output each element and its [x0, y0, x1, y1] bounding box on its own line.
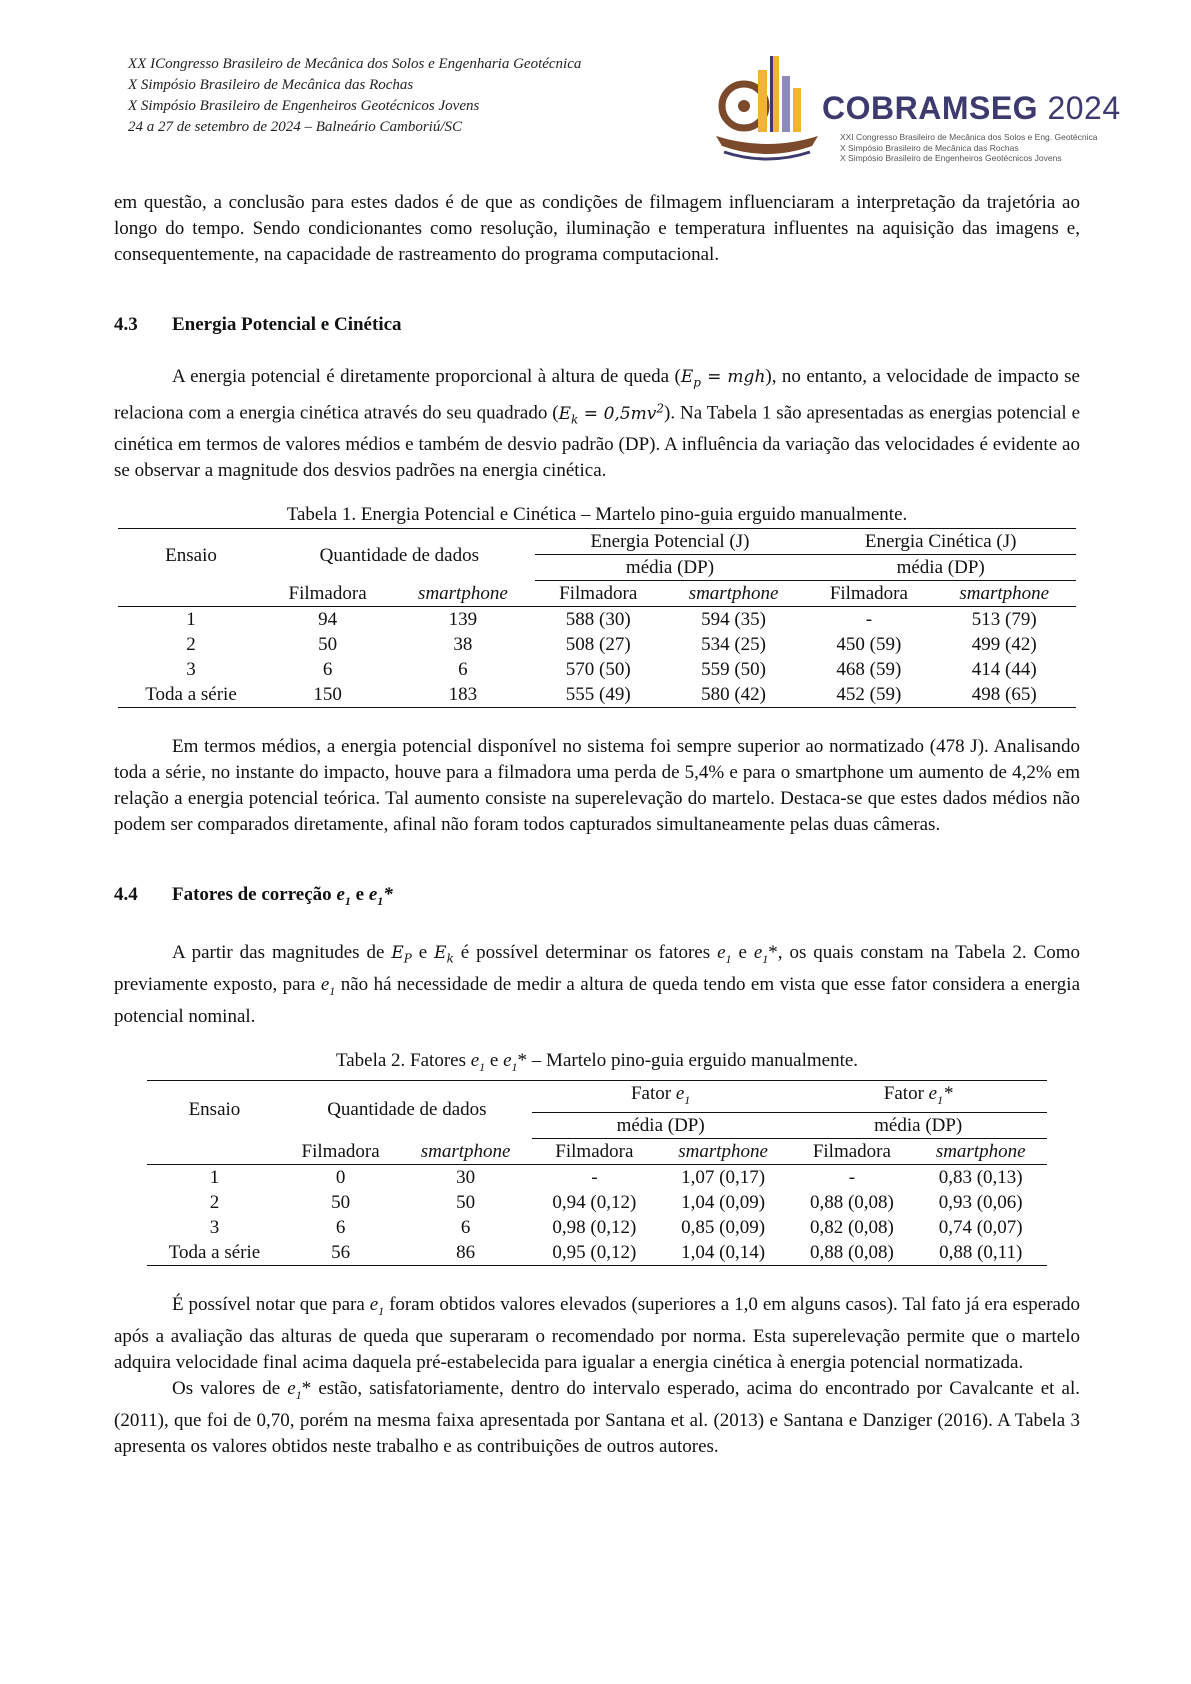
- cell: 6: [322, 659, 333, 681]
- th-qtd: Quantidade de dados: [319, 544, 480, 566]
- cell: 452 (59): [836, 684, 902, 706]
- text-run: estão, satisfatoriamente, dentro do intervalo esperado, acima do encontrado por Cavalcante et al. (2011), que foi de 0,70, porém na mesma faixa apresentada por Santana et al. (2013) e Santana e Danziger (2016). A Tabela 3 apresenta os valores obtidos neste trabalho e as contribuições de outros autores.: [114, 1378, 1080, 1458]
- paragraph: Os valores de $e_1*$ estão, satisfatoriamente, dentro do intervalo esperado, acima do encontrado por Cavalcante et al. (2011), que foi de 0,70, porém na mesma faixa apresentada por Santana et al. (2013) e Santana e Danziger (2016). A Tabela 3 apresenta os valores obtidos neste trabalho e as contribuições de outros autores.: [114, 1378, 1080, 1458]
- cell: 534 (25): [701, 634, 766, 656]
- table-row: [118, 682, 1076, 708]
- cell: 1: [186, 609, 196, 631]
- cell: 414 (44): [971, 659, 1037, 681]
- cell: 94: [318, 609, 338, 631]
- th-smartphone: smartphone: [935, 1141, 1026, 1163]
- logo-year: 2024: [1047, 90, 1121, 126]
- th-filmadora: Filmadora: [812, 1141, 891, 1163]
- cell: 50: [456, 1192, 476, 1214]
- th-qtd: Quantidade de dados: [327, 1099, 487, 1121]
- section-number: 4.3: [114, 314, 138, 335]
- cell: 0,88 (0,08): [809, 1242, 894, 1264]
- th-ek: Energia Cinética (J): [805, 529, 1076, 555]
- th-smartphone: smartphone: [678, 1141, 768, 1163]
- paragraph: É possível notar que para $e_1$ foram obtidos valores elevados (superiores a 1,0 em alguns casos). Tal fato já era esperado após a avaliação das alturas de queda que superaram o recomendado por norma. Esta superelevação permite que o martelo adquira velocidade final acima daquela pré-estabelecida para igualar a energia cinética à energia potencial normatizada.: [114, 1294, 1080, 1374]
- th-media: média (DP): [789, 1113, 1047, 1139]
- cobramseg-logo: [712, 48, 1132, 166]
- table-row: [147, 1240, 1047, 1266]
- cell: 3: [186, 659, 196, 681]
- equation-ep: $E_p$ = mgh: [680, 367, 766, 390]
- logo-name: [822, 90, 1121, 127]
- cell: 1,07 (0,17): [681, 1167, 766, 1189]
- cell: 0,83 (0,13): [938, 1167, 1023, 1189]
- cell: 6: [335, 1217, 346, 1239]
- text-run: ), no entanto, a velocidade de impacto se relaciona com a energia cinética através do seu quadrado (: [114, 366, 1080, 425]
- text-run: Os valores de: [172, 1378, 288, 1400]
- th-media: média (DP): [805, 555, 1076, 581]
- header-line: X Simpósio Brasileiro de Engenheiros Geotécnicos Jovens: [128, 98, 480, 114]
- th-filmadora: Filmadora: [829, 583, 908, 605]
- cell: 498 (65): [971, 684, 1037, 706]
- th-filmadora: Filmadora: [301, 1141, 380, 1163]
- th-media: média (DP): [535, 555, 806, 581]
- cell: 183: [448, 684, 478, 706]
- th-fator-e1: Fator $e_1$: [532, 1080, 790, 1113]
- header-line: XX ICongresso Brasileiro de Mecânica dos Solos e Engenharia Geotécnica: [128, 56, 582, 72]
- table2-caption: Tabela 2. Fatores $e_1$ e $e_1*$ – Martelo pino-guia erguido manualmente.: [335, 1049, 859, 1074]
- th-ensaio: Ensaio: [188, 1099, 241, 1121]
- cell: 38: [453, 634, 473, 656]
- table1: [118, 528, 1076, 708]
- paragraph: [114, 364, 1080, 484]
- text-run: é possível determinar os fatores: [453, 942, 718, 964]
- table-row: [147, 1165, 1047, 1191]
- text-run: É possível notar que para: [172, 1294, 370, 1316]
- section-number: 4.4: [114, 884, 138, 906]
- section-heading: [114, 312, 1080, 338]
- cell: 6: [460, 1217, 471, 1239]
- cell: 139: [448, 609, 478, 631]
- cell: 0,88 (0,11): [939, 1242, 1023, 1264]
- cell: 0,98 (0,12): [552, 1217, 637, 1239]
- section-title: Fatores de correção: [172, 884, 332, 906]
- cell: 1,04 (0,09): [681, 1192, 766, 1214]
- th-fator-e1-star: Fator $e_1*$: [789, 1080, 1047, 1113]
- cell: 0,88 (0,08): [809, 1192, 894, 1214]
- equation-ek: $E_k = 0,5mv^2$: [558, 401, 664, 427]
- cell: 150: [313, 684, 342, 706]
- conference-header: [128, 54, 581, 138]
- header-line: X Simpósio Brasileiro de Mecânica das Rochas: [128, 77, 414, 93]
- table-row: [147, 1190, 1047, 1215]
- cell: Toda a série: [145, 684, 237, 706]
- logo-subtitle: [840, 132, 1098, 164]
- cell: 2: [209, 1192, 220, 1214]
- cell: -: [848, 1167, 856, 1189]
- cell: 0,85 (0,09): [681, 1217, 766, 1239]
- cell: -: [865, 609, 873, 631]
- table1-caption: Tabela 1. Energia Potencial e Cinética – Martelo pino-guia erguido manualmente.: [286, 504, 908, 526]
- th-smartphone: smartphone: [418, 583, 508, 605]
- cell: 0,94 (0,12): [552, 1192, 637, 1214]
- logo-sub-line: X Simpósio Brasileiro de Mecânica das Rochas: [840, 142, 1019, 153]
- paragraph: A partir das magnitudes de $E_P$ e $E_k$ é possível determinar os fatores $e_1$ e $e_1*$, os quais constam na Tabela 2. Como previamente exposto, para $e_1$ não há necessidade de medir a altura de queda tendo em vista que esse fator considera a energia potencial nominal.: [114, 942, 1081, 1027]
- th-filmadora: Filmadora: [288, 583, 367, 605]
- th-ep: Energia Potencial (J): [535, 529, 806, 555]
- text-run: A energia potencial é diretamente proporcional à altura de queda (: [172, 366, 681, 387]
- cell: 499 (42): [971, 634, 1037, 656]
- cell: -: [591, 1167, 598, 1189]
- cell: 2: [186, 634, 196, 656]
- page-body: [114, 190, 1080, 1460]
- cell: 555 (49): [565, 684, 631, 706]
- cell: 1: [209, 1167, 220, 1189]
- cell: 580 (42): [701, 684, 766, 706]
- table-row: [147, 1215, 1047, 1240]
- cell: 468 (59): [836, 659, 902, 681]
- th-filmadora: Filmadora: [559, 583, 638, 605]
- th-smartphone: smartphone: [420, 1141, 511, 1163]
- cell: 86: [456, 1242, 476, 1264]
- text-run: , os quais constam na Tabela 2. Como previamente exposto, para: [114, 942, 1081, 996]
- text-run: ). Na Tabela 1 são apresentadas as energias potencial e cinética em termos de valores médios e também de desvio padrão (DP). A influência da variação das velocidades é evidente ao se observar a magnitude dos desvios padrões na energia cinética.: [114, 403, 1080, 482]
- paragraph: Em termos médios, a energia potencial disponível no sistema foi sempre superior ao normatizado (478 J). Analisando toda a série, no instante do impacto, houve para a filmadora uma perda de 5,4% e para o smartphone um aumento de 4,2% em relação a energia potencial teórica. Tal aumento consiste na superelevação do martelo. Destaca-se que estes dados médios não podem ser comparados diretamente, afinal não foram todos capturados simultaneamente pelas duas câmeras.: [114, 736, 1080, 836]
- cell: 559 (50): [701, 659, 766, 681]
- cell: 6: [458, 659, 468, 681]
- table2: [147, 1080, 1047, 1267]
- cell: 56: [331, 1242, 351, 1264]
- cell: 450 (59): [836, 634, 902, 656]
- cell: 3: [209, 1217, 220, 1239]
- table-row: [118, 607, 1076, 633]
- section-title: Energia Potencial e Cinética: [172, 314, 402, 335]
- cell: 50: [331, 1192, 351, 1214]
- table-row: [118, 632, 1076, 657]
- cell: 0,82 (0,08): [809, 1217, 894, 1239]
- text-run: A partir das magnitudes de: [172, 942, 392, 964]
- cell: 30: [456, 1167, 476, 1189]
- logo-name-text: COBRAMSEG: [822, 90, 1039, 126]
- text-run: não há necessidade de medir a altura de queda tendo em vista que esse fator considera a energia potencial nominal.: [114, 974, 1081, 1027]
- cell: 508 (27): [565, 634, 631, 656]
- cell: 0,95 (0,12): [552, 1242, 637, 1264]
- cell: Toda a série: [168, 1242, 261, 1264]
- cell: 0,74 (0,07): [938, 1217, 1023, 1239]
- section-heading: 4.4 Fatores de correção $e_1$ e $e_1*$: [114, 884, 393, 909]
- th-ensaio: Ensaio: [165, 544, 217, 566]
- cell: 588 (30): [565, 609, 631, 631]
- cell: 1,04 (0,14): [681, 1242, 766, 1264]
- logo-sub-line: X Simpósio Brasileiro de Engenheiros Geotécnicos Jovens: [840, 153, 1062, 163]
- text-run: foram obtidos valores elevados (superiores a 1,0 em alguns casos). Tal fato já era esperado após a avaliação das alturas de queda que superaram o recomendado por norma. Esta superelevação permite que o martelo adquira velocidade final acima daquela pré-estabelecida para igualar a energia cinética à energia potencial normatizada.: [114, 1294, 1080, 1374]
- th-media: média (DP): [532, 1113, 790, 1139]
- header-line: 24 a 27 de setembro de 2024 – Balneário Camboriú/SC: [128, 119, 463, 135]
- cell: 50: [318, 634, 338, 656]
- logo-emblem-icon: [712, 48, 822, 166]
- cell: 0: [335, 1167, 346, 1189]
- logo-sub-line: XXI Congresso Brasileiro de Mecânica dos Solos e Eng. Geotécnica: [840, 132, 1098, 142]
- cell: 513 (79): [971, 609, 1037, 631]
- cell: 594 (35): [701, 609, 766, 631]
- table-row: [118, 657, 1076, 682]
- paragraph: em questão, a conclusão para estes dados é de que as condições de filmagem influenciaram a interpretação da trajetória ao longo do tempo. Sendo condicionantes como resolução, iluminação e temperatura influentes na aquisição das imagens e, consequentemente, na capacidade de rastreamento do programa computacional.: [114, 192, 1080, 265]
- th-filmadora: Filmadora: [555, 1141, 634, 1163]
- th-smartphone: smartphone: [688, 583, 779, 605]
- th-smartphone: smartphone: [959, 583, 1050, 605]
- cell: 570 (50): [565, 659, 631, 681]
- cell: 0,93 (0,06): [938, 1192, 1023, 1214]
